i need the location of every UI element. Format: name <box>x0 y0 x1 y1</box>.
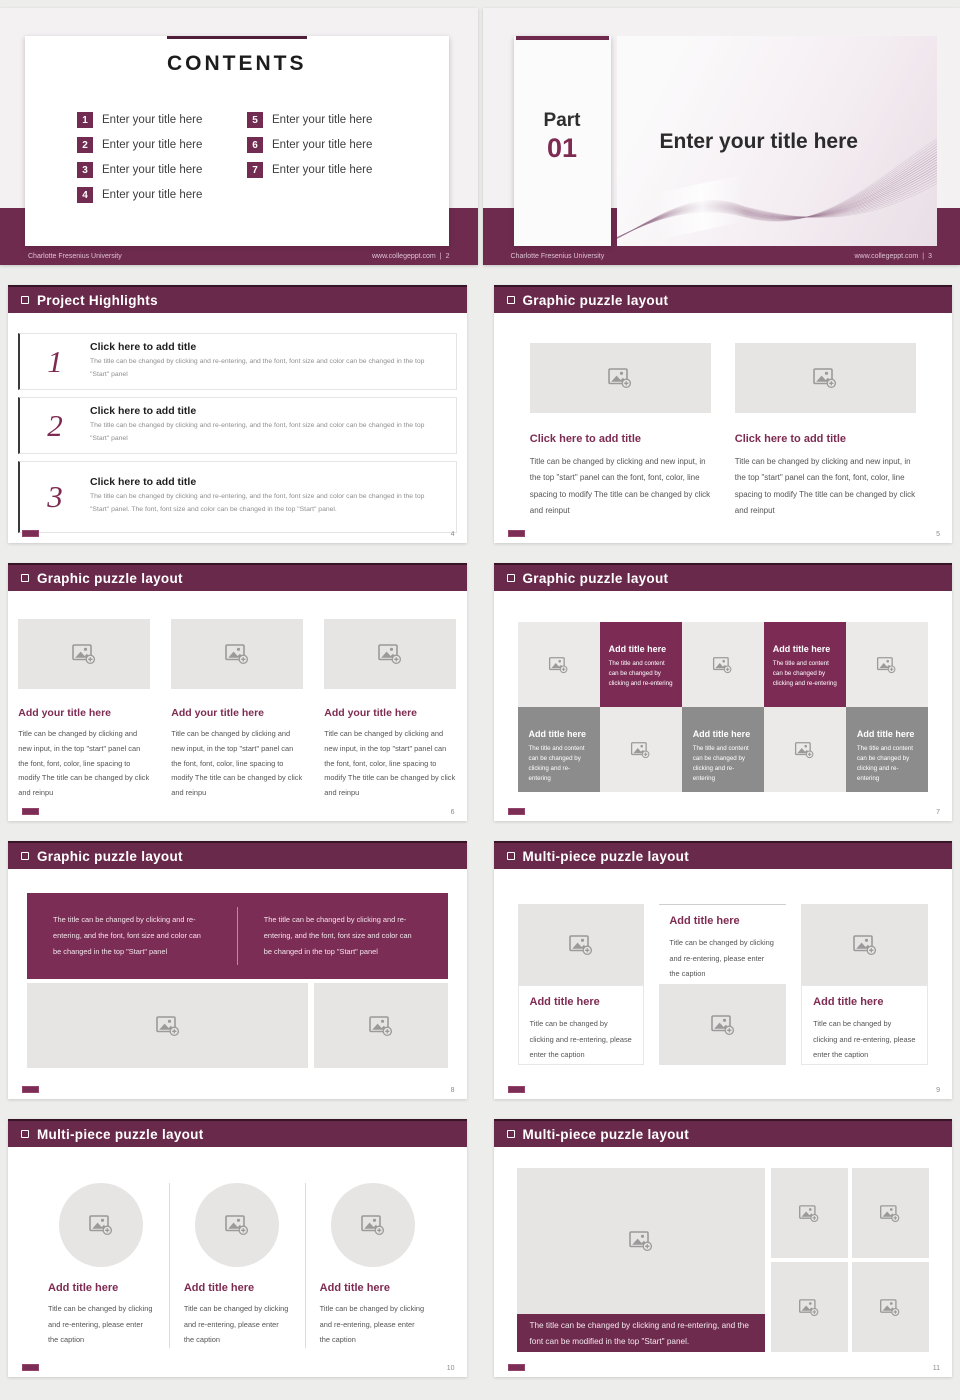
slide-thumbnail-part-01[interactable] <box>483 8 960 265</box>
slide-header <box>494 285 953 313</box>
column-title: Add your title here <box>324 707 418 719</box>
add-image-icon <box>812 366 838 390</box>
image-placeholder <box>852 1168 929 1258</box>
slide-body <box>494 1147 953 1377</box>
tile-body: The title and content can be changed by clicking and re-entering <box>692 745 749 782</box>
cover-row <box>0 0 960 265</box>
toc-item <box>77 162 247 178</box>
image-placeholder-circle <box>331 1183 415 1267</box>
page-number: 7 <box>936 809 940 816</box>
slide-header <box>8 285 467 313</box>
card-title: Add title here <box>529 996 600 1008</box>
slide-body <box>8 313 467 543</box>
toc-label: Enter your title here <box>102 139 203 151</box>
column-body: Title can be changed by clicking and new input, in the top "start" panel can the font, font, color, line spacing to modify The title can be changed by click and reinpu <box>18 729 150 798</box>
highlight-text <box>90 469 456 524</box>
add-image-icon <box>798 1203 820 1224</box>
slide-thumbnail-project-highlights[interactable] <box>8 285 467 543</box>
tile-title: Add title here <box>772 644 831 654</box>
slide-footer <box>28 253 450 260</box>
grid-text-tile <box>846 707 928 792</box>
page-number: 8 <box>450 1087 455 1094</box>
add-image-icon <box>377 642 403 666</box>
add-image-icon <box>71 642 97 666</box>
part-number: 01 <box>546 133 578 163</box>
card-title: Add title here <box>813 996 884 1008</box>
image-placeholder <box>530 343 711 413</box>
slide-thumbnail-graphic-puzzle-2col[interactable] <box>494 285 953 543</box>
slide-header-title: Graphic puzzle layout <box>37 570 183 586</box>
contents-accent-line <box>167 36 307 39</box>
tile-body: The title and content can be changed by clicking and re-entering <box>528 745 585 782</box>
checker-grid <box>518 622 929 792</box>
slide-footer <box>511 253 933 260</box>
card-column <box>659 904 786 1065</box>
circle-columns <box>8 1147 467 1348</box>
highlight-title: Click here to add title <box>90 476 197 489</box>
slide-header-title: Project Highlights <box>37 292 158 308</box>
puzzle-column <box>324 619 456 801</box>
part-number-card <box>514 36 611 246</box>
image-placeholder <box>801 904 928 985</box>
footer-site-page <box>850 253 932 260</box>
part-title-panel <box>617 36 938 246</box>
card-column <box>801 904 928 1065</box>
image-placeholder <box>517 1168 765 1314</box>
image-placeholder-circle <box>195 1183 279 1267</box>
page-number: 9 <box>936 1087 940 1094</box>
checkbox-icon <box>21 852 29 860</box>
checkbox-icon <box>21 296 29 304</box>
highlight-body: The title can be changed by clicking and re-entering, and the font, font size and color can be changed in the top "Start" panel <box>90 358 425 378</box>
circle-title: Add title here <box>183 1282 255 1294</box>
slide-thumbnail-multi-piece-circles[interactable] <box>8 1119 467 1377</box>
slide-body <box>8 1147 467 1377</box>
toc-column-right <box>247 112 417 203</box>
add-image-icon <box>155 1014 181 1038</box>
highlight-row <box>18 461 457 533</box>
slide-header <box>8 1119 467 1147</box>
tile-title: Add title here <box>608 644 667 654</box>
footer-logo-badge <box>22 530 39 537</box>
footer-site-page <box>368 253 450 260</box>
column-title: Add your title here <box>171 707 265 719</box>
slide-body <box>494 591 953 821</box>
tile-body: The title and content can be changed by clicking and re-entering <box>608 660 673 687</box>
image-placeholder-circle <box>59 1183 143 1267</box>
puzzle-column <box>18 619 150 801</box>
column-body: Title can be changed by clicking and new input, in the top "start" panel can the font, font, color, line spacing to modify The title can be changed by click and reinput <box>529 457 711 516</box>
slide-body <box>8 591 467 821</box>
footer-logo-badge <box>508 1364 525 1371</box>
checkbox-icon <box>507 296 515 304</box>
card-text <box>659 904 786 984</box>
column-body: Title can be changed by clicking and new input, in the top "start" panel can the font, font, color, line spacing to modify The title can be changed by click and reinpu <box>324 729 456 798</box>
highlight-text <box>90 334 456 389</box>
circle-body: Title can be changed by clicking and re-entering, please enter the caption <box>48 1304 153 1345</box>
slide-body <box>8 869 467 1099</box>
image-placeholder <box>518 622 600 707</box>
toc-label: Enter your title here <box>272 164 373 176</box>
add-image-icon <box>876 655 897 675</box>
image-placeholder <box>518 904 645 985</box>
image-placeholder <box>735 343 916 413</box>
highlight-row <box>18 397 457 454</box>
circle-title: Add title here <box>319 1282 390 1294</box>
card-text <box>801 985 928 1065</box>
toc-item <box>247 137 417 153</box>
checkbox-icon <box>507 574 515 582</box>
banner-images <box>27 983 448 1068</box>
puzzle-column <box>530 343 711 520</box>
highlight-body: The title can be changed by clicking and re-entering, and the font, font size and color can be changed in the top "Start" panel. The font, font size and color can be changed in the top "Start" panel. <box>90 493 425 514</box>
slide-header-title: Multi-piece puzzle layout <box>37 1126 204 1142</box>
contents-card <box>25 36 449 246</box>
page-number: 5 <box>936 531 940 538</box>
slide-thumbnail-graphic-puzzle-banner[interactable] <box>8 841 467 1099</box>
add-image-icon <box>368 1014 394 1038</box>
page-number: 11 <box>932 1365 940 1372</box>
checkbox-icon <box>507 852 515 860</box>
tile-body: The title and content can be changed by clicking and re-entering <box>856 745 913 782</box>
highlight-text <box>90 398 456 453</box>
slide-thumbnail-multi-piece-cards[interactable] <box>494 841 953 1099</box>
footer-university: Charlotte Fresenius University <box>28 253 122 260</box>
add-image-icon <box>710 1013 736 1037</box>
footer-logo-badge <box>508 530 525 537</box>
slide-header-title: Multi-piece puzzle layout <box>522 848 690 864</box>
circle-column <box>169 1183 305 1348</box>
banner-text: The title can be changed by clicking and re-entering, and the font, font size and color can be changed in the top "Start" panel <box>263 915 412 956</box>
slide-header <box>494 563 953 591</box>
circle-body: Title can be changed by clicking and re-entering, please enter the caption <box>319 1304 425 1345</box>
add-image-icon <box>607 366 633 390</box>
tile-title: Add title here <box>856 729 915 739</box>
column-title: Click here to add title <box>734 433 846 445</box>
puzzle-column <box>735 343 916 520</box>
footer-site: www.collegeppt.com <box>854 253 919 260</box>
caption-bar: The title can be changed by clicking and re-entering, and the font can be modified in the top "Start" panel. <box>517 1314 765 1352</box>
add-image-icon <box>630 740 651 760</box>
toc-label: Enter your title here <box>102 164 203 176</box>
toc-number-badge: 3 <box>77 162 93 178</box>
page-number: 10 <box>446 1365 455 1372</box>
image-placeholder <box>682 622 764 707</box>
add-image-icon <box>879 1203 901 1224</box>
slide-header-title: Multi-piece puzzle layout <box>522 1126 690 1142</box>
tile-title: Add title here <box>692 729 751 739</box>
toc-item <box>77 112 247 128</box>
checkbox-icon <box>21 1130 29 1138</box>
image-collage <box>494 1147 953 1352</box>
add-image-icon <box>798 1297 820 1318</box>
slide-header-title: Graphic puzzle layout <box>522 570 669 586</box>
part-label: Part <box>543 110 581 131</box>
slide-header <box>494 1119 953 1147</box>
toc-label: Enter your title here <box>272 114 373 126</box>
footer-logo-badge <box>22 1364 39 1371</box>
toc-item <box>77 187 247 203</box>
add-image-icon <box>224 1213 250 1237</box>
add-image-icon <box>568 933 594 957</box>
toc-number-badge: 5 <box>247 112 263 128</box>
page-number: 4 <box>450 531 455 538</box>
card-columns <box>494 869 953 1065</box>
toc-number-badge: 4 <box>77 187 93 203</box>
image-placeholder <box>600 707 682 792</box>
toc-column-left <box>77 112 247 203</box>
slide-header <box>8 563 467 591</box>
add-image-icon <box>852 933 878 957</box>
circle-column <box>305 1183 441 1348</box>
highlight-number: 3 <box>47 479 63 515</box>
footer-page-number: 2 <box>445 253 450 260</box>
checkbox-icon <box>507 1130 515 1138</box>
puzzle-column <box>171 619 303 801</box>
toc-item <box>247 112 417 128</box>
add-image-icon <box>712 655 733 675</box>
image-placeholder <box>27 983 308 1068</box>
slide-header <box>494 841 953 869</box>
card-body: Title can be changed by clicking and re-entering, please enter the caption <box>813 1019 916 1060</box>
toc-item <box>77 137 247 153</box>
toc-label: Enter your title here <box>102 114 203 126</box>
highlight-title: Click here to add title <box>90 341 197 353</box>
grid-text-tile <box>518 707 600 792</box>
footer-logo-badge <box>22 1086 39 1093</box>
image-placeholder <box>771 1262 848 1352</box>
image-placeholder <box>171 619 303 689</box>
card-body: Title can be changed by clicking and re-entering, please enter the caption <box>669 938 774 979</box>
slide-thumbnail-contents[interactable] <box>0 8 478 265</box>
footer-site: www.collegeppt.com <box>371 253 436 260</box>
toc-number-badge: 6 <box>247 137 263 153</box>
card-column <box>518 904 645 1065</box>
puzzle-columns <box>8 591 467 801</box>
highlight-body: The title can be changed by clicking and re-entering, and the font, font size and color can be changed in the top "Start" panel <box>90 421 425 442</box>
slide-header <box>8 841 467 869</box>
collage-grid <box>771 1168 930 1352</box>
highlight-rows <box>8 313 467 533</box>
highlight-row <box>18 333 457 390</box>
image-placeholder <box>314 983 448 1068</box>
column-body: Title can be changed by clicking and new input, in the top "start" panel can the font, font, color, line spacing to modify The title can be changed by click and reinpu <box>171 729 303 798</box>
image-placeholder <box>846 622 928 707</box>
slide-body <box>494 869 953 1099</box>
footer-page-number: 3 <box>928 253 932 260</box>
add-image-icon <box>794 740 815 760</box>
image-placeholder <box>771 1168 848 1258</box>
highlight-number: 1 <box>47 343 63 379</box>
content-slide-grid <box>8 285 952 1377</box>
add-image-icon <box>548 655 569 675</box>
part-accent-line <box>516 36 609 40</box>
card-body: Title can be changed by clicking and re-entering, please enter the caption <box>529 1019 632 1060</box>
footer-logo-badge <box>508 808 525 815</box>
card-text <box>518 985 645 1065</box>
toc-number-badge: 1 <box>77 112 93 128</box>
highlight-number: 2 <box>47 407 63 443</box>
footer-university: Charlotte Fresenius University <box>510 253 605 260</box>
tile-body: The title and content can be changed by clicking and re-entering <box>772 660 837 687</box>
circle-title: Add title here <box>48 1282 119 1294</box>
slide-header-title: Graphic puzzle layout <box>522 292 669 308</box>
table-of-contents <box>77 112 449 203</box>
grid-text-tile <box>600 622 682 707</box>
image-placeholder <box>659 984 786 1065</box>
image-placeholder <box>852 1262 929 1352</box>
slide-thumbnail-multi-piece-grid[interactable] <box>494 1119 953 1377</box>
add-image-icon <box>628 1229 654 1253</box>
column-title: Add your title here <box>18 707 112 719</box>
toc-label: Enter your title here <box>102 189 203 201</box>
image-placeholder <box>324 619 456 689</box>
add-image-icon <box>879 1297 901 1318</box>
highlight-title: Click here to add title <box>90 404 197 417</box>
footer-logo-badge <box>22 808 39 815</box>
circle-body: Title can be changed by clicking and re-entering, please enter the caption <box>183 1304 289 1345</box>
page-number: 6 <box>450 809 455 816</box>
image-placeholder <box>18 619 150 689</box>
toc-number-badge: 7 <box>247 162 263 178</box>
toc-number-badge: 2 <box>77 137 93 153</box>
part-section-title: Enter your title here <box>659 130 858 153</box>
tile-title: Add title here <box>528 729 587 739</box>
grid-text-tile <box>764 622 846 707</box>
toc-label: Enter your title here <box>272 139 373 151</box>
slide-body <box>494 313 953 543</box>
add-image-icon <box>88 1213 114 1237</box>
banner-text: The title can be changed by clicking and re-entering, and the font, font size and color can be changed in the top "Start" panel <box>53 915 201 956</box>
text-banner <box>27 893 448 979</box>
checkbox-icon <box>21 574 29 582</box>
slide-thumbnail-graphic-puzzle-3col[interactable] <box>8 563 467 821</box>
card-title: Add title here <box>669 915 740 927</box>
slide-header-title: Graphic puzzle layout <box>37 848 183 864</box>
column-title: Click here to add title <box>529 433 641 445</box>
grid-text-tile <box>682 707 764 792</box>
image-placeholder <box>764 707 846 792</box>
footer-separator: | <box>922 253 925 260</box>
collage-left <box>517 1168 765 1352</box>
footer-separator: | <box>439 253 442 260</box>
add-image-icon <box>224 642 250 666</box>
add-image-icon <box>360 1213 386 1237</box>
toc-item <box>247 162 417 178</box>
circle-column <box>34 1183 169 1348</box>
contents-title: CONTENTS <box>167 52 307 75</box>
column-body: Title can be changed by clicking and new input, in the top "start" panel can the font, font, color, line spacing to modify The title can be changed by click and reinput <box>734 457 916 516</box>
slide-thumbnail-graphic-puzzle-grid[interactable] <box>494 563 953 821</box>
footer-logo-badge <box>508 1086 525 1093</box>
puzzle-columns <box>494 313 953 520</box>
